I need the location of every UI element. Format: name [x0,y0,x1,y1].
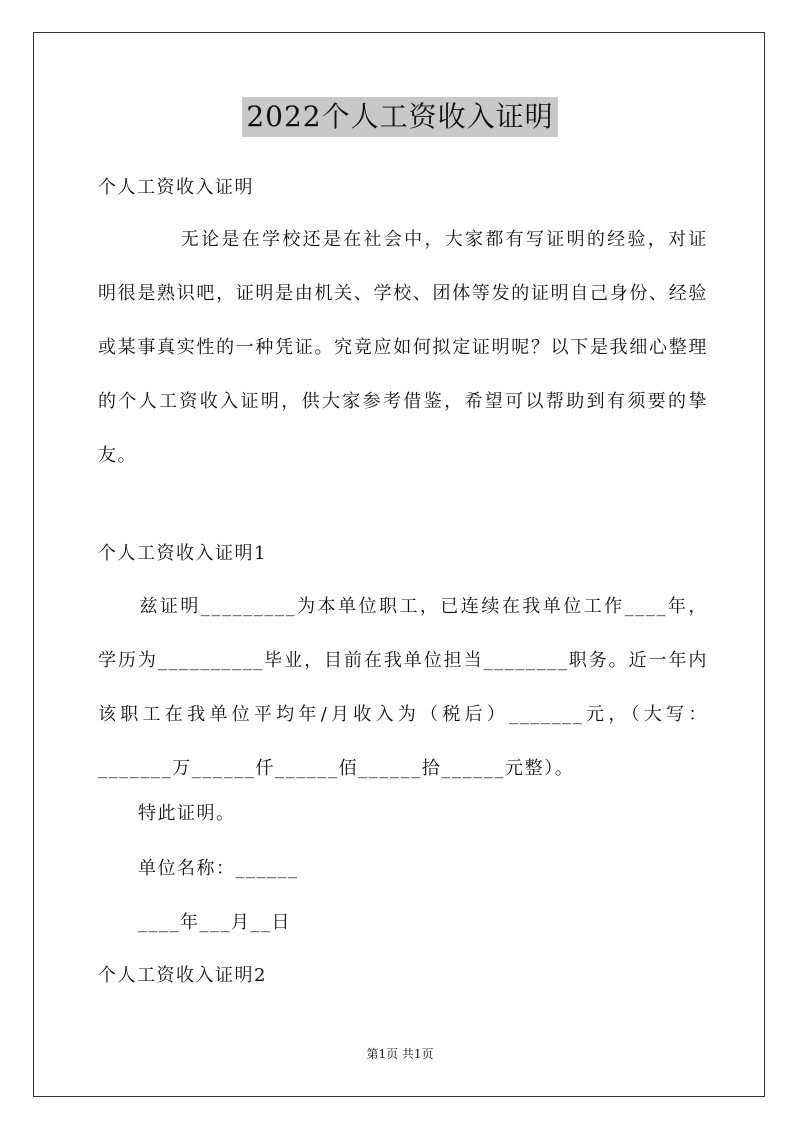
section1-heading: 个人工资收入证明1 [98,543,267,564]
page-footer: 第1页 共1页 [366,1047,434,1061]
document-title: 2022个人工资收入证明 [242,97,557,137]
date-line: ____年___月__日 [138,912,291,933]
unit-name-line: 单位名称：______ [138,858,299,879]
intro-paragraph: 无论是在学校还是在社会中，大家都有写证明的经验，对证明很是熟识吧，证明是由机关、学校、团体等发的证明自己身份、经验或某事真实性的一种凭证。究竟应如何拟定证明呢？以下是我细心整理的个人工资收入证明，供大家参考借鉴，希望可以帮助到有须要的挚友。 [98,229,708,466]
document-title-wrapper [0,97,800,137]
section2-heading: 个人工资收入证明2 [98,965,267,986]
intro-heading: 个人工资收入证明 [98,177,254,198]
special-note: 特此证明。 [138,803,236,824]
section1-body: 兹证明_________为本单位职工，已连续在我单位工作____年，学历为__________毕业，目前在我单位担当________职务。近一年内该职工在我单位平均年/月收入为（税后）_______元，（大写：_______万______仟______佰______拾______元整）。 [98,596,708,779]
